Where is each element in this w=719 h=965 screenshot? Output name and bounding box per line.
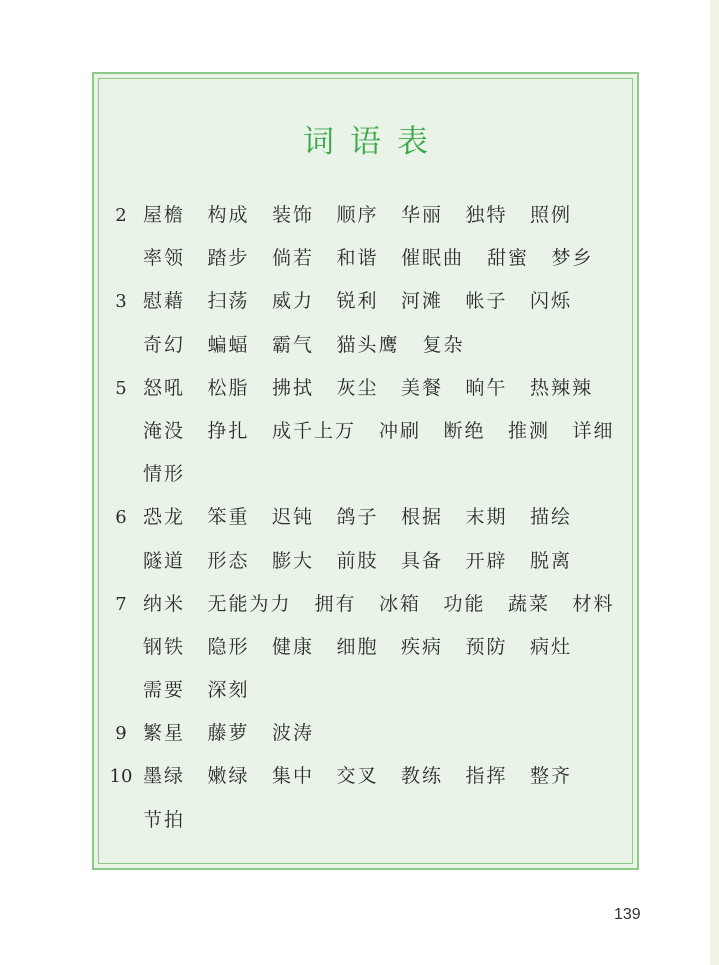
- lesson-number: 5: [115, 377, 127, 399]
- vocab-word: 威力: [272, 290, 315, 313]
- vocab-word: 繁星: [143, 722, 186, 745]
- vocab-word: 整齐: [530, 765, 573, 788]
- vocab-word: 疾病: [401, 635, 444, 658]
- vocab-word: 踏步: [207, 247, 250, 270]
- vocab-word: 猫头鹰: [336, 333, 400, 356]
- vocab-word: 描绘: [530, 506, 573, 529]
- vocab-word: 详细: [572, 419, 615, 442]
- vocab-word: 冲刷: [379, 419, 422, 442]
- lesson-number: 9: [115, 723, 127, 745]
- vocab-line: [109, 626, 629, 669]
- vocab-word: 功能: [443, 592, 486, 615]
- vocab-word: 晌午: [465, 376, 508, 399]
- vocab-word: 需要: [143, 679, 186, 702]
- vocab-word: 顺序: [336, 204, 379, 226]
- vocab-word: 率领: [143, 247, 186, 270]
- vocab-word: 热辣辣: [530, 376, 594, 399]
- vocab-word: 蝙蝠: [207, 333, 250, 356]
- vocab-word: 拂拭: [272, 376, 315, 399]
- vocab-word: 纳米: [143, 592, 186, 615]
- vocab-word: 倘若: [272, 247, 315, 270]
- vocab-word: 鸽子: [336, 506, 379, 529]
- vocab-line: [109, 237, 629, 280]
- vocab-word: 霸气: [272, 333, 315, 356]
- vocab-word: 闪烁: [530, 290, 573, 313]
- vocab-word: 河滩: [401, 290, 444, 313]
- vocab-line: [109, 410, 629, 453]
- vocab-word: 情形: [143, 463, 186, 486]
- vocab-line: [109, 324, 629, 367]
- vocab-word: 甜蜜: [487, 247, 530, 270]
- vocab-word: 挣扎: [207, 419, 250, 442]
- vocab-word: 病灶: [530, 635, 573, 658]
- vocab-line: [109, 799, 629, 842]
- vocab-word: 深刻: [207, 679, 250, 702]
- vocab-word: 锐利: [336, 290, 379, 313]
- vocabulary-list: [109, 194, 629, 842]
- vocab-word: 前肢: [336, 549, 379, 572]
- vocab-word: 松脂: [207, 376, 250, 399]
- vocab-word: 墨绿: [143, 765, 186, 788]
- vocab-word: 梦乡: [551, 247, 594, 270]
- vocab-word: 屋檐: [143, 204, 186, 226]
- vocab-word: 嫩绿: [207, 765, 250, 788]
- lesson-number: 3: [115, 291, 127, 313]
- vocab-line: [109, 496, 629, 539]
- vocab-word: 恐龙: [143, 506, 186, 529]
- vocab-word: 隐形: [207, 635, 250, 658]
- vocab-word: 冰箱: [379, 592, 422, 615]
- vocab-line: [109, 712, 629, 755]
- vocab-word: 奇幻: [143, 333, 186, 356]
- vocab-word: 隧道: [143, 549, 186, 572]
- vocabulary-panel: [92, 72, 639, 870]
- vocab-word: 脱离: [530, 549, 573, 572]
- vocab-word: 和谐: [336, 247, 379, 270]
- vocab-word: 照例: [530, 204, 573, 226]
- lesson-number: 6: [115, 507, 127, 529]
- vocab-word: 节拍: [143, 808, 186, 831]
- vocab-word: 开辟: [465, 549, 508, 572]
- vocab-word: 催眠曲: [401, 247, 465, 270]
- vocab-word: 笨重: [207, 506, 250, 529]
- vocab-word: 美餐: [401, 376, 444, 399]
- vocab-word: 波涛: [272, 722, 315, 745]
- vocab-line: [109, 367, 629, 410]
- vocab-word: 装饰: [272, 204, 315, 226]
- vocab-word: 指挥: [465, 765, 508, 788]
- vocab-word: 构成: [207, 204, 250, 226]
- vocab-word: 材料: [572, 592, 615, 615]
- vocab-word: 钢铁: [143, 635, 186, 658]
- vocab-word: 帐子: [465, 290, 508, 313]
- vocab-word: 独特: [465, 204, 508, 226]
- vocab-word: 复杂: [422, 333, 465, 356]
- vocab-line: [109, 669, 629, 712]
- vocab-word: 末期: [465, 506, 508, 529]
- vocab-word: 教练: [401, 765, 444, 788]
- vocab-word: 形态: [207, 549, 250, 572]
- page-title: 词语表: [303, 124, 444, 160]
- lesson-number: 2: [115, 205, 127, 226]
- vocab-word: 推测: [508, 419, 551, 442]
- vocab-line: [109, 755, 629, 798]
- vocab-word: 预防: [465, 635, 508, 658]
- vocab-word: 膨大: [272, 549, 315, 572]
- vocab-word: 灰尘: [336, 376, 379, 399]
- vocab-word: 成千上万: [272, 419, 357, 442]
- vocab-word: 根据: [401, 506, 444, 529]
- vocab-word: 集中: [272, 765, 315, 788]
- vocab-word: 具备: [401, 549, 444, 572]
- vocab-word: 怒吼: [143, 376, 186, 399]
- vocab-line: [109, 540, 629, 583]
- vocab-word: 细胞: [336, 635, 379, 658]
- vocab-line: [109, 583, 629, 626]
- vocab-word: 健康: [272, 635, 315, 658]
- vocab-line: [109, 194, 629, 237]
- vocab-line: [109, 280, 629, 323]
- page-number: 139: [614, 906, 641, 923]
- vocab-word: 华丽: [401, 204, 444, 226]
- vocab-word: 藤萝: [207, 722, 250, 745]
- vocab-line: [109, 453, 629, 496]
- lesson-number: 10: [109, 766, 133, 788]
- vocab-word: 蔬菜: [508, 592, 551, 615]
- vocab-word: 淹没: [143, 419, 186, 442]
- vocab-word: 拥有: [314, 592, 357, 615]
- vocab-word: 断绝: [443, 419, 486, 442]
- vocab-word: 扫荡: [207, 290, 250, 313]
- vocab-word: 慰藉: [143, 290, 186, 313]
- vocab-word: 迟钝: [272, 506, 315, 529]
- lesson-number: 7: [115, 593, 127, 615]
- vocab-word: 交叉: [336, 765, 379, 788]
- vocab-word: 无能为力: [207, 592, 292, 615]
- page-edge-strip: [710, 0, 719, 965]
